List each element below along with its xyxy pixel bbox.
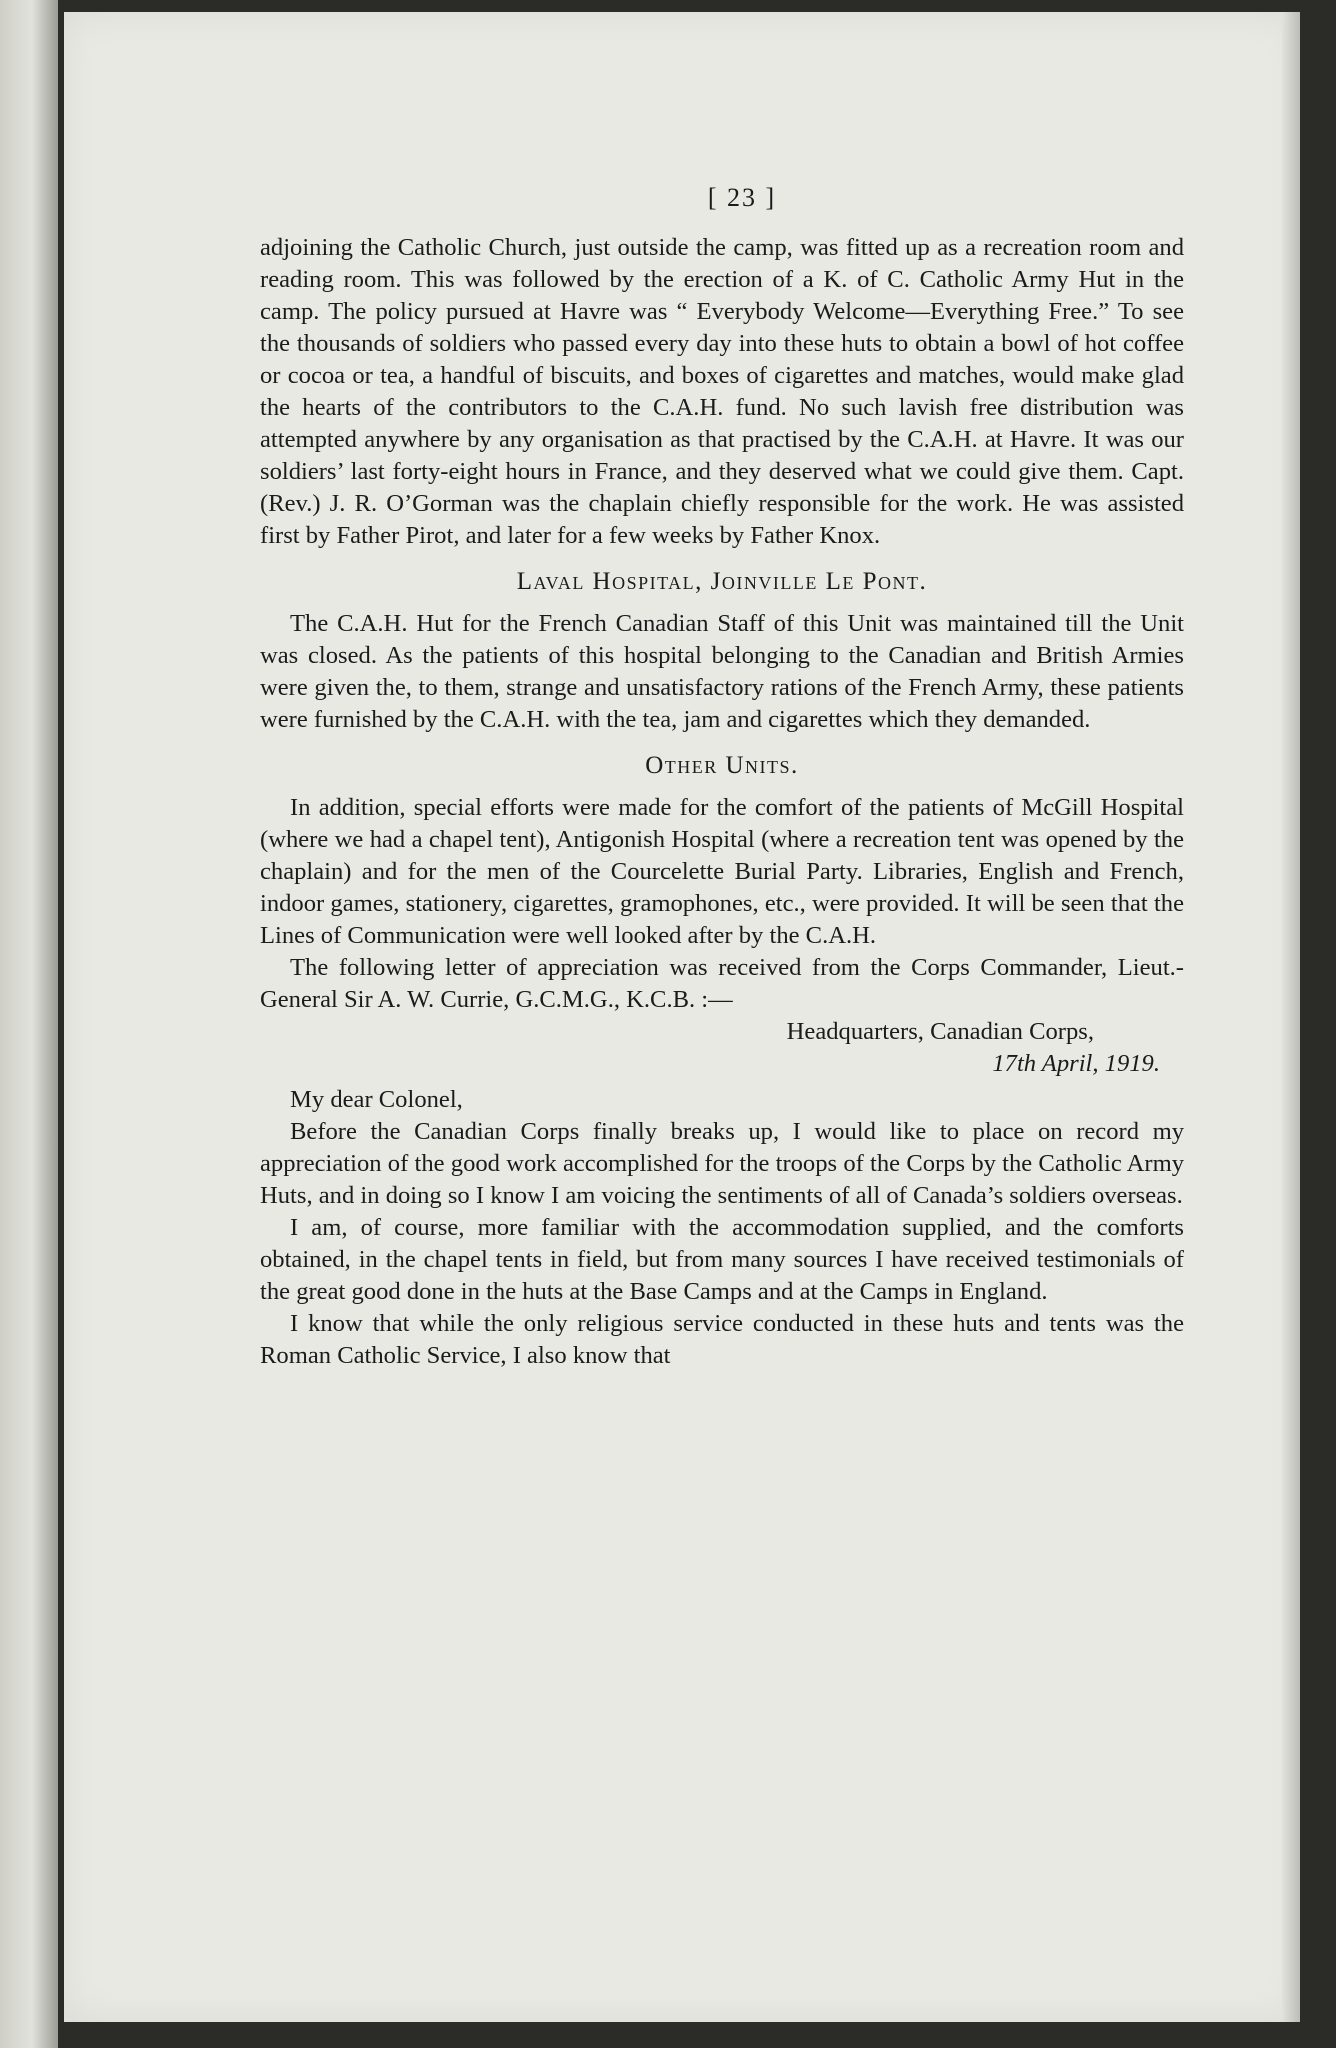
letter-paragraph-2: I am, of course, more familiar with the accommodation supplied, and the comforts obtained, in the chapel tents in field, but from many sources I have received testimonials of the great good done in the huts at the Base Camps and at the Camps in England.	[260, 1214, 1184, 1305]
letter-salutation: My dear Colonel,	[290, 1086, 463, 1113]
letter-date	[260, 1048, 1184, 1080]
previous-page-edge	[0, 0, 58, 2048]
letter-paragraph-3: I know that while the only religious service conducted in these huts and tents was the Roman Catholic Service, I also know that	[260, 1310, 1184, 1369]
intro-paragraph: adjoining the Catholic Church, just outside the camp, was fitted up as a recreation room and reading room. This was followed by the erection of a K. of C. Catholic Army Hut in the camp. The policy pursued at Havre was “ Everybody Welcome—Everything Free.” To see the thousands of soldiers who passed every day into these huts to obtain a bowl of hot coffee or cocoa or tea, a handful of biscuits, and boxes of cigarettes and matches, would make glad the hearts of the contributors to the C.A.H. fund. No such lavish free distribution was attempted anywhere by any organisation as that practised by the C.A.H. at Havre. It was our soldiers’ last forty-eight hours in France, and they deserved what we could give them. Capt. (Rev.) J. R. O’Gorman was the chaplain chiefly responsible for the work. He was assisted first by Father Pirot, and later for a few weeks by Father Knox.	[260, 234, 1184, 549]
letter-address: Headquarters, Canadian Corps,	[786, 1018, 1094, 1045]
other-units-paragraph: In addition, special efforts were made for the comfort of the patients of McGill Hospital (where we had a chapel tent), Antigonish Hospital (where a recreation tent was opened by the chaplain) and for the men of the Courcelette Burial Party. Libraries, English and French, indoor games, stationery, cigarettes, gramophones, etc., were provided. It will be seen that the Lines of Communication were well looked after by the C.A.H.	[260, 794, 1184, 949]
letter-date-text: 17th April, 1919.	[992, 1050, 1160, 1077]
section-heading-laval: Laval Hospital, Joinville Le Pont.	[516, 568, 928, 595]
book-page	[64, 12, 1300, 2022]
page-number: [ 23 ]	[707, 183, 777, 212]
page-fore-edge	[1282, 12, 1300, 2022]
laval-paragraph: The C.A.H. Hut for the French Canadian Staff of this Unit was maintained till the Unit was closed. As the patients of this hospital belonging to the Canadian and British Armies were given the, to them, strange and unsatisfactory rations of the French Army, these patients were furnished by the C.A.H. with the tea, jam and cigarettes which they demanded.	[260, 610, 1184, 733]
page-text	[260, 182, 1184, 1372]
letter-intro-paragraph: The following letter of appreciation was received from the Corps Commander, Lieut.-General Sir A. W. Currie, G.C.M.G., K.C.B. :—	[260, 954, 1184, 1013]
section-heading-other-units: Other Units.	[645, 752, 799, 779]
letter-paragraph-1: Before the Canadian Corps finally breaks up, I would like to place on record my appreciation of the good work accomplished for the troops of the Corps by the Catholic Army Huts, and in doing so I know I am voicing the sentiments of all of Canada’s soldiers overseas.	[260, 1118, 1184, 1209]
